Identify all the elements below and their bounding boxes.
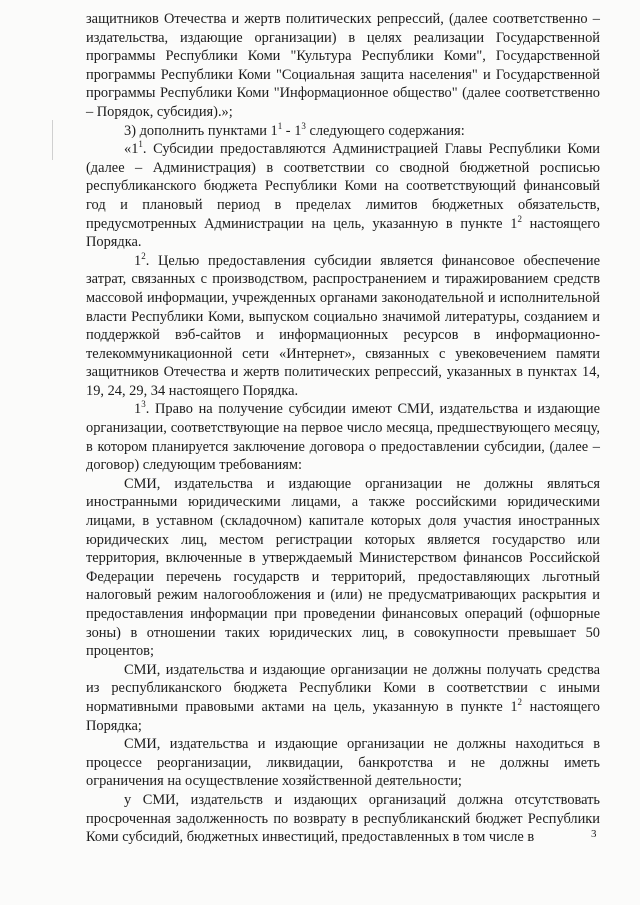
- paragraph-9: у СМИ, издательств и издающих организаций должна отсутствовать просроченная задолженность по возврату в республиканский бюджет Республики Коми субсидий, бюджетных инвестиций, предоставленных в том числе в: [86, 791, 600, 846]
- document-body: [86, 10, 600, 847]
- paragraph-2: 3) дополнить пунктами $1^1 - 1^3$ следующего содержания:: [124, 120, 465, 139]
- paragraph-6: СМИ, издательства и издающие организации не должны являться иностранными юридическими лицами, а также российскими юридическими лицами, в уставном (складочном) капитале которых доля участия иностранных юридических лиц, местом регистрации которых является государство или территория, включенные в утверждаемый Министерством финансов Российской Федерации перечень государств и территорий, предоставляющих льготный налоговый режим налогообложения и (или) не предусматривающих раскрытия и предоставления информации при проведении финансовых операций (офшорные зоны) в отношении таких юридических лиц, в совокупности превышает 50 процентов;: [86, 475, 600, 660]
- paragraph-7: СМИ, издательства и издающие организации не должны получать средства из республиканского бюджета Республики Коми в соответствии с иными нормативными правовыми актами на цель, указанную в пункте $1^2$ настоящего Порядка;: [86, 661, 600, 734]
- paragraph-3: «$1^1$. Субсидии предоставляются Администрацией Главы Республики Коми (далее – Администрация) в соответствии со сводной бюджетной росписью республиканского бюджета Республики Коми на соответствующий финансовый год и плановый период в пределах лимитов бюджетных обязательств, предусмотренных Администрации на цель, указанную в пункте $1^2$ настоящего Порядка.: [86, 139, 601, 251]
- paragraph-4: $1^2$. Целью предоставления субсидии является финансовое обеспечение затрат, связанных с производством, распространением и тиражированием средств массовой информации, учрежденных органами законодательной и исполнительной власти Республики Коми, выпуском социально значимой литературы, созданием и поддержкой вэб-сайтов и информационных ресурсов в информационно-телекоммуникационной сети «Интернет», связанных с увековечением памяти защитников Отечества и жертв политических репрессий, указанных в пунктах 14, 19, 24, 29, 34 настоящего Порядка.: [86, 250, 600, 399]
- paragraph-5: $1^3$. Право на получение субсидии имеют СМИ, издательства и издающие организации, соответствующие на первое число месяца, предшествующего месяцу, в котором планируется заключение договора о предоставлении субсидии, (далее – договор) следующим требованиям:: [86, 399, 600, 474]
- margin-mark: [52, 120, 53, 160]
- page-number: 3: [591, 828, 597, 840]
- paragraph-8: СМИ, издательства и издающие организации не должны находиться в процессе реорганизации, ликвидации, банкротства и не должны иметь ограничения на осуществление хозяйственной деятельности;: [86, 736, 600, 790]
- paragraph-1: защитников Отечества и жертв политических репрессий, (далее соответственно – издательства, издающие организации) в целях реализации Государственной программы Республики Коми "Культура Республики Коми", Государственной программы Республики Коми "Социальная защита населения" и Государственной программы Республики Коми "Информационное общество" (далее соответственно – Порядок, субсидия).»;: [86, 11, 600, 120]
